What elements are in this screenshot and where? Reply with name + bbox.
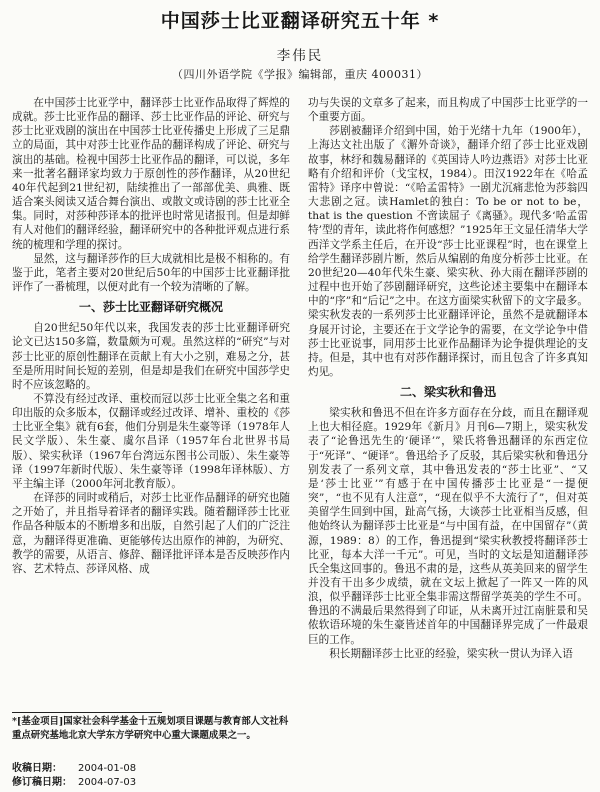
article-dates xyxy=(12,762,294,790)
received-label: 收稿日期： xyxy=(12,763,62,774)
funding-footnote: *[基金项目]国家社会科学基金十五规划项目课题与教育部人文社科重点研究基地北京大学东方学研究中心重大课题成果之一。 xyxy=(12,716,289,741)
section-1-paragraph-2: 不算没有经过改译、重校而冠以莎士比亚全集之名和重印出版的众多版本，仅翻译或经过改译、增补、重校的《莎士比亚全集》就有6套，他们分别是朱生豪等译（1978年人民文学版）、朱生豪、虞尔昌译（1957年台北世界书局版）、梁实秋译（1967年台湾远东图书公司版）、朱生豪等译（1997年新时代版）、朱生豪等译（1998年译林版）、方平主编主译（2000年河北教育版）。 xyxy=(12,392,290,490)
section-1-heading: 一、莎士比亚翻译研究概况 xyxy=(78,300,223,315)
continued-paragraph: 功与失误的文章多了起来，而且构成了中国莎士比亚学的一个重要方面。 xyxy=(308,97,588,124)
footnote-divider xyxy=(12,712,162,713)
author-name: 李伟民 xyxy=(276,48,324,64)
right-column xyxy=(308,96,588,790)
left-column xyxy=(12,96,290,708)
received-date-line xyxy=(12,762,294,776)
history-paragraph: 莎剧被翻译介绍到中国，始于光绪十九年（1900年），上海达文社出版了《澥外奇谈》，翻译介绍了莎士比亚戏剧故事，林纾和魏易翻译的《英国诗人吟边燕语》对莎士比亚略有介绍和评价（戈宝权，1984）。田汉1922年在《哈孟雷特》译序中曾说：“《哈孟雷特》一剧尤沉痛悲怆为莎翁四大悲剧之冠。读Hamlet的独白：To be or not to be，that is the question 不啻读屈子《离骚》。现代多‘哈孟雷特’型的青年，读此将作何感想？”1925年王文显任清华大学西洋文学系主任后，在开设“莎士比亚课程”时，也在课堂上给学生翻译莎剧片断，然后从编剧的角度分析莎士比亚。在20世纪20—40年代朱生豪、梁实秋、孙大雨在翻译莎剧的过程中也开始了莎剧翻译研究，这些论述主要集中在翻译本中的“序”和“后记”之中。在这方面梁实秋留下的文字最多。梁实秋发表的一系列莎士比亚翻译评论，虽然不是就翻译本身展开讨论，主要还在于文学论争的需要，在文学论争中借莎士比亚说事，同用莎士比亚作品翻译为论争提供理论的支持。但是，其中也有对莎作翻译探讨，而且包含了许多真知灼见。 xyxy=(308,125,588,378)
revised-date: 2004-07-03 xyxy=(78,777,137,788)
section-2-heading: 二、梁实秋和鲁迅 xyxy=(399,385,496,400)
section-2-paragraph-1: 梁实秋和鲁迅不但在许多方面存在分歧，而且在翻译观上也大相径庭。1929年《新月》月刊6—7期上，梁实秋发表了“论鲁迅先生的‘硬译’”，梁氏将鲁迅翻译的东西定位于“死译”、“硬译”。鲁迅给予了反驳，其后梁实秋和鲁迅分别发表了一系列文章，其中鲁迅发表的“莎士比亚”、“又是‘莎士比亚’”有感于在中国传播莎士比亚是“一提便突”，“也不见有人注意”，“现在似乎不大流行了”，但对英美留学生回到中国，趾高气扬，大谈莎士比亚相当反感，但他始终认为翻译莎士比亚是“与中国有益，在中国留存”（黄源，1989：8）的工作，鲁迅提到“梁实秋教授将翻译莎士比亚，每本大洋一千元”。可见，当时的文坛是知道翻译莎氏全集这回事的。鲁迅不肃的是，这些从英美回来的留学生并没有干出多少成绩，就在文坛上掀起了一阵又一阵的风浪，似乎翻译莎士比亚全集非需这帮留学英美的学生不可。鲁迅的不满最后果然得到了印证，从未离开过江南脏景和吴侬软语环境的朱生豪皆述首年的中国翻译界完成了一件最艰巨的工作。 xyxy=(308,407,588,646)
article-title: 中国莎士比亚翻译研究五十年 * xyxy=(160,10,440,32)
intro-paragraph-2: 显然，这与翻译莎作的巨大成就相比是极不相称的。有鉴于此，笔者主要对20世纪后50年的中国莎士比亚翻译批评作了一番梳理，以便对此有一个较为清晰的了解。 xyxy=(12,252,290,294)
section-2-paragraph-2: 积长期翻译莎士比亚的经验，梁实秋一贯认为译入语 xyxy=(329,647,573,660)
intro-paragraph-1: 在中国莎士比亚学中，翻译莎士比亚作品取得了辉煌的成就。莎士比亚作品的翻译、莎士比亚作品的评论、研究与莎士比亚戏剧的演出在中国莎士比亚传播史上形成了三足鼎立的局面，其中对莎士比亚作品的翻译构成了评论、研究与演出的基础。检视中国莎士比亚作品的翻译，可以说，多年来一批著名翻译家均致力于原创性的莎作翻译，从20世纪40年代起到21世纪初，陆续推出了一部部优美、典雅、既适合案头阅读又适合舞台演出、或散文或诗剧的莎士比亚全集。同时，对莎种莎译本的批评也时常见诸报刊。但是却鲜有人对他们的翻译经验，翻译研究中的各种批评观点进行系统的梳理和学理的探讨。 xyxy=(12,97,290,251)
revised-label: 修订稿日期： xyxy=(12,777,72,788)
revised-date-line xyxy=(12,776,294,790)
received-date: 2004-01-08 xyxy=(78,763,137,774)
section-1-paragraph-3: 在译莎的同时或稍后，对莎士比亚作品翻译的研究也随之开始了，并且指导着译者的翻译实践。随着翻译莎士比亚作品各种版本的不断增多和出版，自然引起了人们的广泛注意，为翻译得更准确、更能够传达出原作的神韵，为研究、教学的需要，从语言、修辞、翻译批评译本是否反映莎作内容、艺术特点、莎译风格、成 xyxy=(12,492,290,575)
author-affiliation: （四川外语学院《学报》编辑部，重庆 400031） xyxy=(172,68,428,81)
section-1-paragraph-1: 自20世纪50年代以来，我国发表的莎士比亚翻译研究论文已达150多篇，数量颇为可观。虽然这样的“研究”与对莎士比亚的原创性翻译在贡献上有大小之别，难易之分，甚至是所用时间长短的差别，但是却是我们在研究中国莎学史时不应该忽略的。 xyxy=(12,322,290,391)
